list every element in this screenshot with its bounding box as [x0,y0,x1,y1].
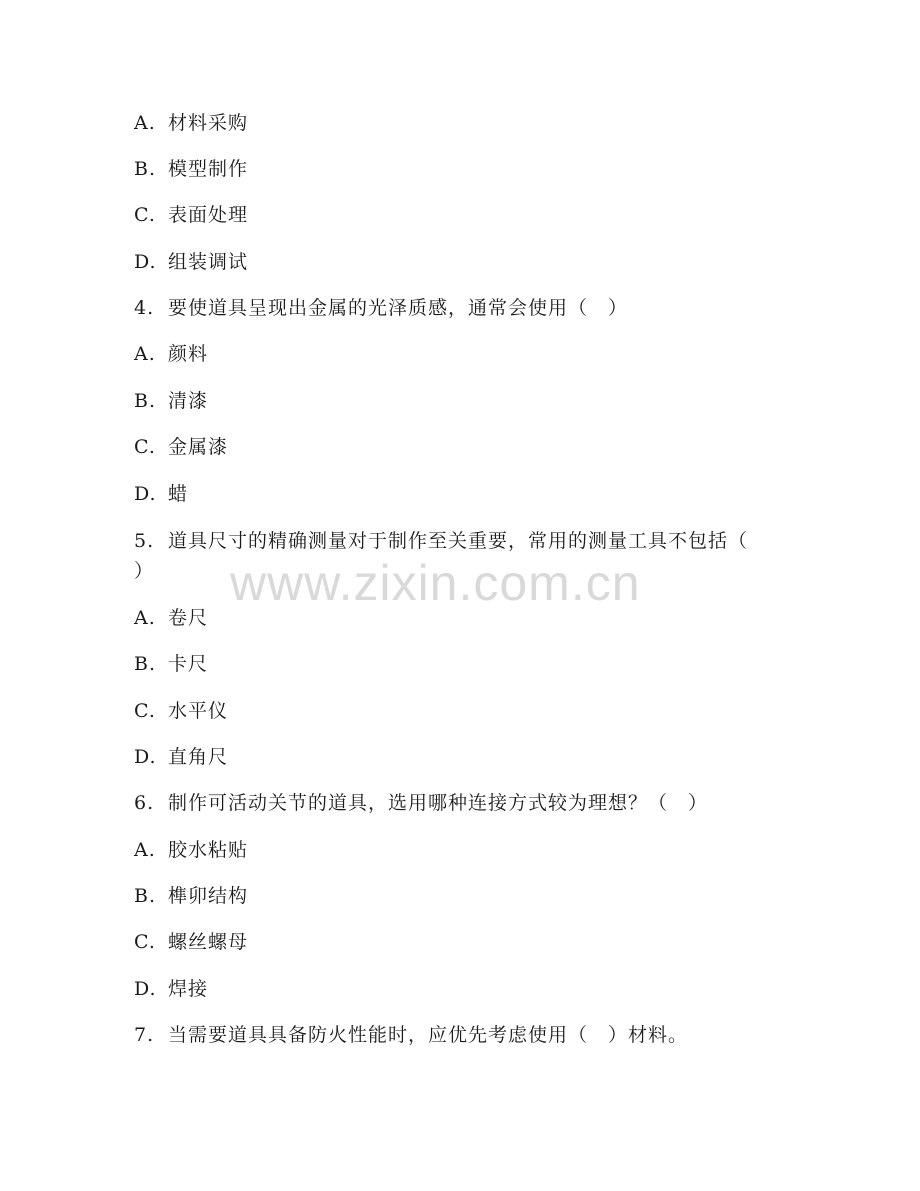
option-text: 胶水粘贴 [168,839,249,861]
question-number: 7. [134,1024,155,1046]
option-marker: A. [134,343,156,365]
question-6 [134,788,794,818]
option-d [134,742,794,772]
option-marker: C. [134,700,156,722]
option-a [134,339,794,369]
question-number: 5. [134,530,155,552]
option-marker: C. [134,204,156,226]
option-text: 卡尺 [168,653,209,675]
option-marker: C. [134,931,156,953]
question-7 [134,1020,794,1050]
option-marker: C. [134,436,156,458]
option-marker: D. [134,978,157,1000]
question-text: ） [134,560,155,582]
question-text: 道具尺寸的精确测量对于制作至关重要，常用的测量工具不包括（ [168,530,749,552]
option-text: 螺丝螺母 [168,931,249,953]
option-c [134,200,794,230]
option-marker: A. [134,112,156,134]
option-b [134,386,794,416]
option-text: 颜料 [168,343,209,365]
option-marker: A. [134,607,156,629]
option-text: 卷尺 [168,607,209,629]
question-text: 要使道具呈现出金属的光泽质感，通常会使用（ ） [168,297,629,319]
option-marker: B. [134,390,157,412]
option-marker: D. [134,483,157,505]
option-d [134,247,794,277]
option-c [134,432,794,462]
option-text: 焊接 [168,978,209,1000]
option-text: 材料采购 [168,112,249,134]
option-c [134,927,794,957]
option-text: 榫卯结构 [168,885,249,907]
option-marker: D. [134,746,157,768]
option-marker: A. [134,839,156,861]
option-b [134,881,794,911]
option-text: 金属漆 [168,436,229,458]
option-text: 蜡 [168,483,189,505]
option-d [134,974,794,1004]
option-marker: B. [134,885,157,907]
option-b [134,649,794,679]
option-c [134,696,794,726]
option-a [134,108,794,138]
option-b [134,154,794,184]
option-text: 清漆 [168,390,209,412]
question-number: 4. [134,297,155,319]
option-a [134,835,794,865]
option-marker: B. [134,653,157,675]
option-marker: D. [134,251,157,273]
option-marker: B. [134,158,157,180]
option-text: 表面处理 [168,204,249,226]
question-text: 当需要道具具备防火性能时，应优先考虑使用（ ）材料。 [168,1024,689,1046]
option-text: 组装调试 [168,251,249,273]
option-d [134,479,794,509]
question-4 [134,293,794,323]
option-text: 直角尺 [168,746,229,768]
option-text: 水平仪 [168,700,229,722]
question-number: 6. [134,792,155,814]
option-text: 模型制作 [168,158,249,180]
watermark: www.zixin.com.cn [230,555,641,611]
question-text: 制作可活动关节的道具，选用哪种连接方式较为理想？（ ） [168,792,709,814]
